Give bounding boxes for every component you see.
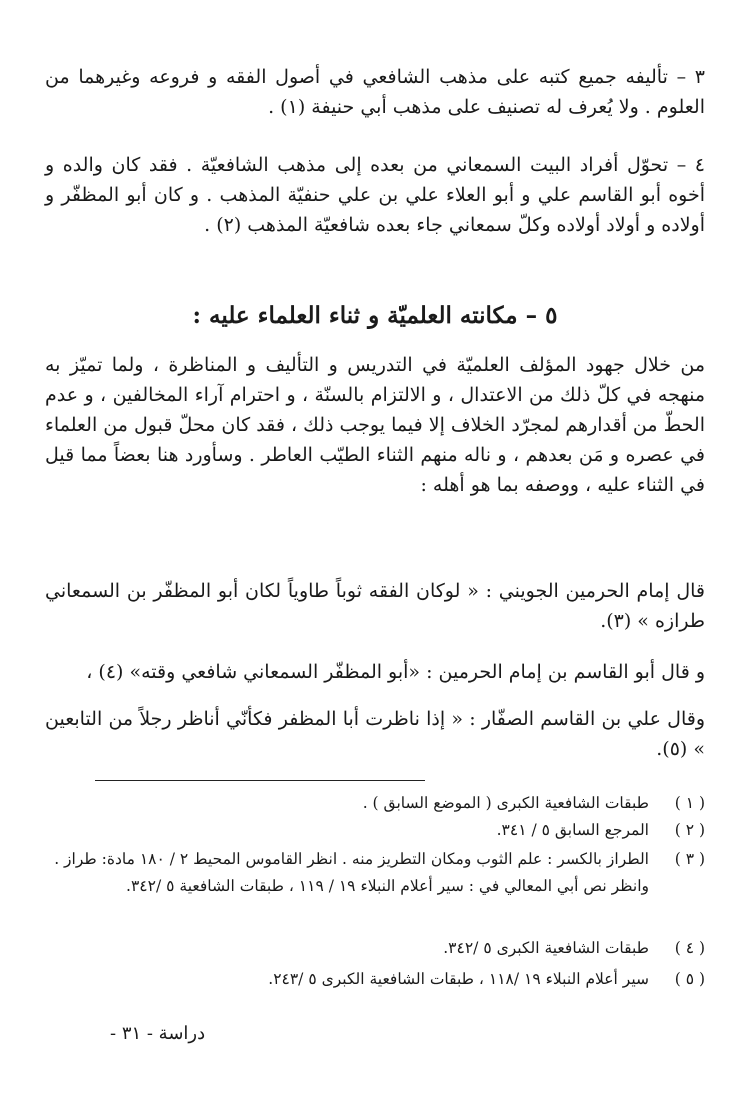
quote-abu-al-qasim: و قال أبو القاسم بن إمام الحرمين : «أبو المظفّر السمعاني شافعي وقته» (٤) ، — [86, 661, 705, 683]
footnote-number: ( ٣ ) — [674, 850, 705, 868]
footnote-3 — [45, 846, 705, 900]
footnote-4 — [45, 935, 705, 962]
footnote-separator — [95, 780, 425, 781]
footnote-number: ( ٥ ) — [674, 970, 705, 988]
footnote-number: ( ١ ) — [674, 794, 705, 812]
page-number: دراسة - ٣١ - — [110, 1023, 206, 1044]
footnote-text: الطراز بالكسر : علم الثوب ومكان التطريز منه . انظر القاموس المحيط ٢ / ١٨٠ مادة: طراز . وانظر نص أبي المعالي في : سير أعلام النبلاء ١٩ / ١١٩ ، طبقات الشافعية ٥ /٣٤٢. — [54, 850, 649, 895]
footnote-text: سير أعلام النبلاء ١٩ /١١٨ ، طبقات الشافعية الكبرى ٥ /٢٤٣. — [268, 970, 649, 988]
section-heading: ٥ – مكانته العلميّة و ثناء العلماء عليه : — [192, 302, 558, 329]
footnote-number: ( ٢ ) — [674, 821, 705, 839]
footnote-text: طبقات الشافعية الكبرى ٥ /٣٤٢. — [443, 939, 649, 957]
body-paragraph-intro: من خلال جهود المؤلف العلميّة في التدريس و التأليف و المناظرة ، ولما تميّز به منهجه في كلّ ذلك من الاعتدال ، و الالتزام بالسنّة ، و احترام آراء المخالفين ، و عدم الحطّ من أقدارهم لمجرّد الخلاف إلا فيما يوجب ذلك ، فقد كان محلّ قبول من العلماء في عصره و مَن بعدهم ، و ناله منهم الثناء الطيّب العاطر . وسأورد هنا بعضاً مما قيل في الثناء عليه ، ووصفه بما هو أهله : — [45, 354, 705, 496]
footnote-2 — [45, 817, 705, 844]
footnote-text: المرجع السابق ٥ / ٣٤١. — [496, 821, 649, 839]
footnote-number: ( ٤ ) — [674, 939, 705, 957]
quote-ali-saffar: وقال علي بن القاسم الصفّار : « إذا ناظرت أبا المظفر فكأنّي أناظر رجلاً من التابعين » (٥). — [45, 708, 705, 760]
paragraph-point-3: ٣ – تأليفه جميع كتبه على مذهب الشافعي في أصول الفقه و فروعه وغيرهما من العلوم . ولا يُعرف له تصنيف على مذهب أبي حنيفة (١) . — [45, 66, 705, 118]
paragraph-point-4: ٤ – تحوّل أفراد البيت السمعاني من بعده إلى مذهب الشافعيّة . فقد كان والده و أخوه أبو القاسم علي و أبو العلاء علي بن علي حنفيّة المذهب . و كان أبو المظفّر و أولاده و أولاد أولاده وكلّ سمعاني جاء بعده شافعيّة المذهب (٢) . — [45, 154, 705, 236]
footnote-text: طبقات الشافعية الكبرى ( الموضع السابق ) . — [362, 794, 649, 812]
footnote-5 — [45, 966, 705, 993]
footnote-1 — [45, 790, 705, 817]
quote-juwayni: قال إمام الحرمين الجويني : « لوكان الفقه ثوباً طاوياً لكان أبو المظفّر بن السمعاني طرازه » (٣). — [45, 580, 705, 632]
